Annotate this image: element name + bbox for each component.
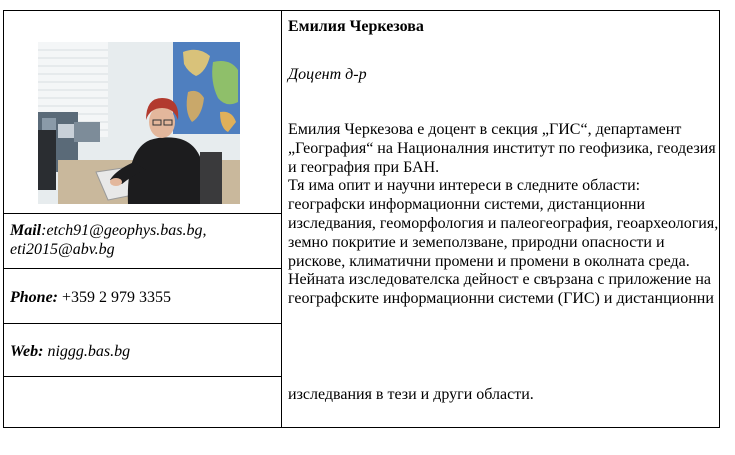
mail-value-2[interactable]: eti2015@abv.bg [10,241,115,258]
profile-photo [38,42,240,204]
profile-photo-illustration [38,42,240,204]
web-cell [4,324,281,377]
mail-label: Mail [10,222,42,239]
profile-left-column [4,11,282,427]
profile-bio [288,121,720,309]
phone-label: Phone: [10,289,58,306]
web-value[interactable]: niggg.bas.bg [43,343,131,360]
profile-table [3,10,720,428]
phone-cell [4,269,281,324]
mail-cell [4,214,281,269]
mail-value[interactable]: :etch91@geophys.bas.bg, [41,222,207,239]
profile-right-column [282,11,719,427]
profile-name: Емилия Черкезова [288,18,424,35]
bio-paragraph-2: Тя има опит и научни интереси в следните области: географски информационни системи, дистанционни изследвания, геоморфология и палеогеография, геоархеология, земно покритие и земеползване, природни опасности и рискове, климатични промени и промени в околната среда. Нейната изследователска дейност е свързана с приложение на географските информационни системи (ГИС) и дистанционни [288,177,719,308]
photo-cell [4,11,281,214]
empty-cell [4,377,281,429]
phone-value: +359 2 979 3355 [58,289,172,306]
bio-tail: изследвания в тези и други области. [288,386,534,403]
profile-position: Доцент д-р [288,66,367,83]
bio-paragraph-1: Емилия Черкезова е доцент в секция „ГИС“, департамент „География“ на Националния институт по геофизика, геодезия и география при БАН. [288,121,716,176]
web-label: Web: [10,343,44,360]
